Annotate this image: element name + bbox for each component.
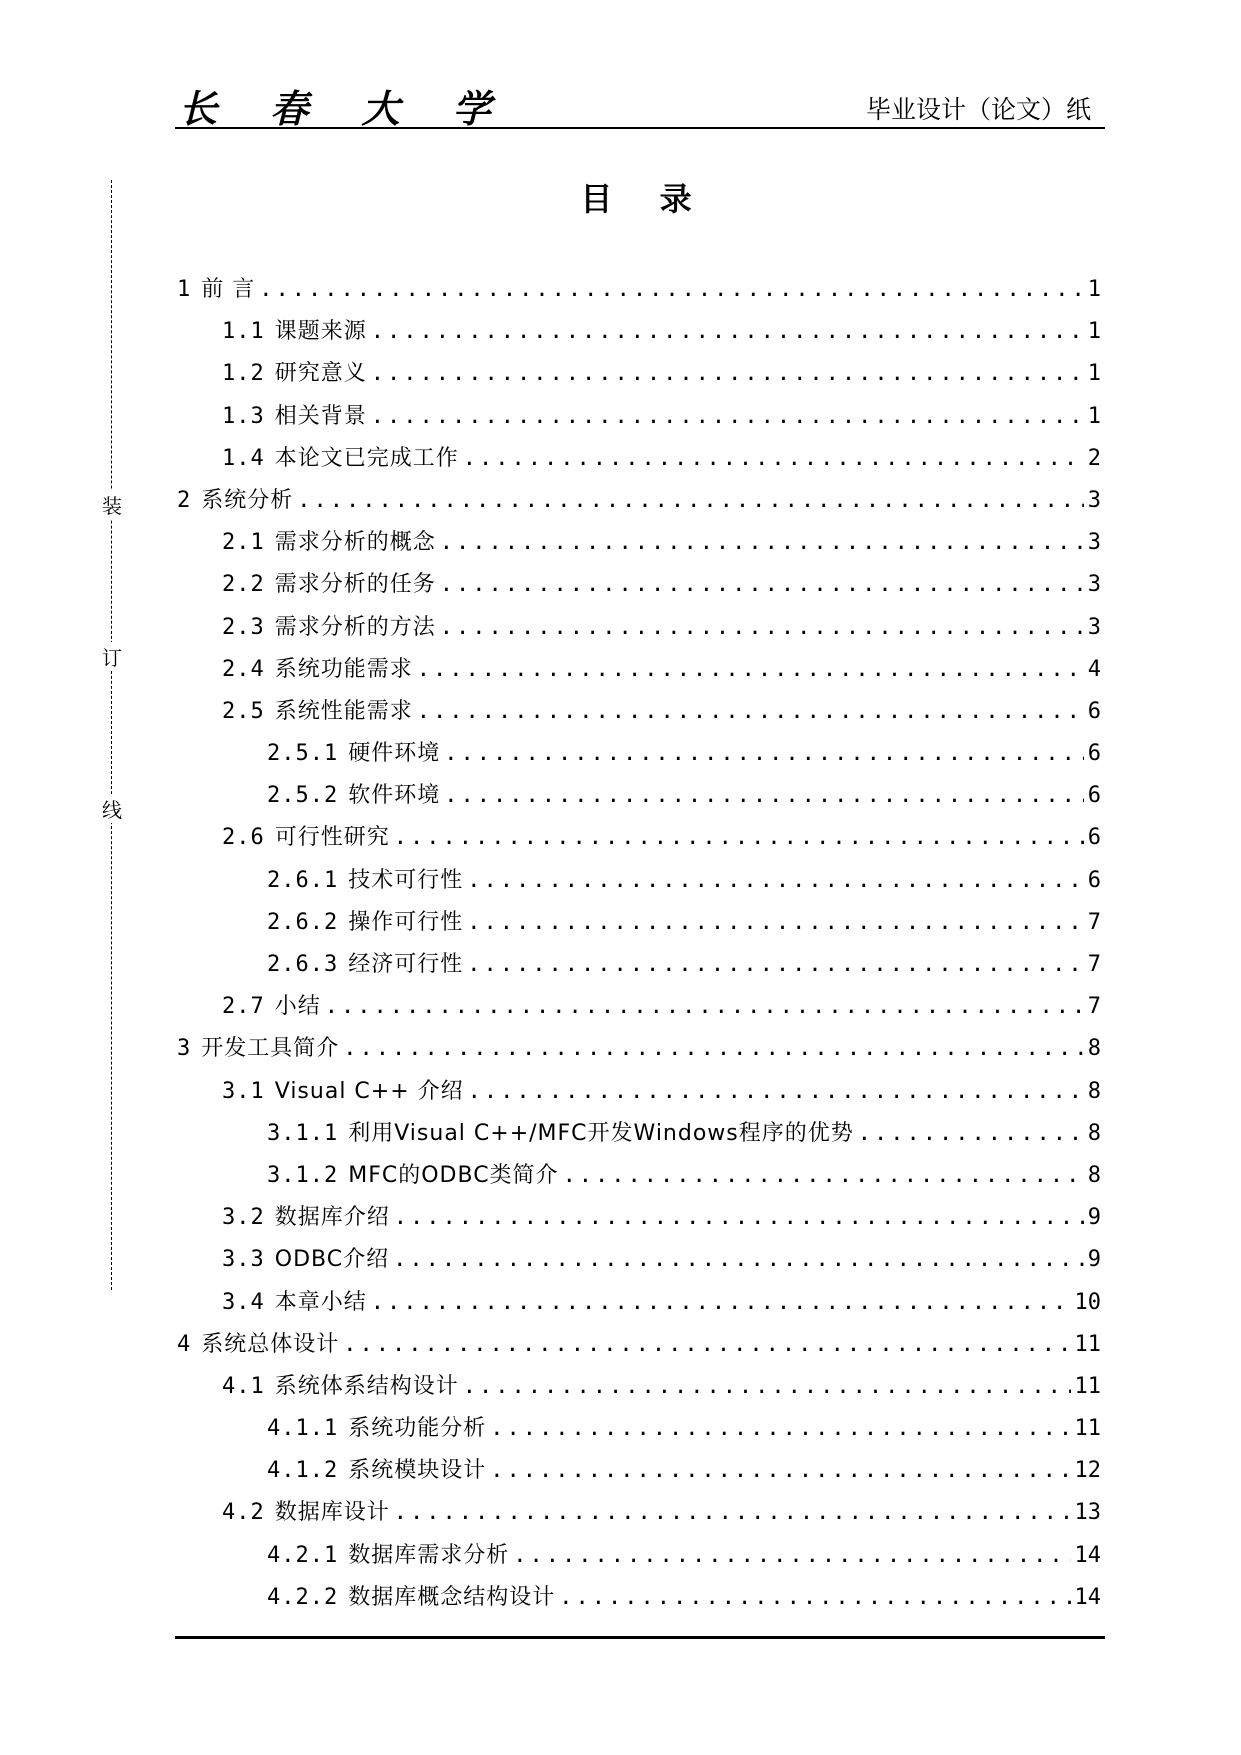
toc-leader-dots xyxy=(259,277,1084,302)
toc-entry[interactable] xyxy=(175,1411,1101,1453)
toc-entry-title: 硬件环境 xyxy=(348,741,441,767)
toc-entry-number: 2.5 xyxy=(222,698,265,724)
toc-leader-dots xyxy=(463,446,1084,471)
toc-entry-number: 3.2 xyxy=(222,1205,265,1231)
toc-leader-dots xyxy=(343,1332,1070,1357)
school-name: 长 春 大 学 xyxy=(179,86,511,131)
toc-entry-number: 2.3 xyxy=(222,614,265,640)
toc-entry[interactable] xyxy=(175,736,1101,778)
binding-margin xyxy=(100,180,124,1290)
header-rule xyxy=(175,127,1105,129)
toc-entry[interactable] xyxy=(175,610,1101,652)
toc-entry-title: 数据库概念结构设计 xyxy=(348,1584,556,1610)
toc-leader-dots xyxy=(467,910,1084,935)
toc-entry-title: 系统功能分析 xyxy=(348,1416,487,1442)
toc-entry[interactable] xyxy=(175,483,1101,525)
toc-entry-title: 前 言 xyxy=(201,277,256,302)
toc-entry-number: 4.1 xyxy=(222,1373,265,1399)
toc-entry-number: 1.3 xyxy=(222,403,265,429)
toc-entry-page: 8 xyxy=(1087,1078,1101,1104)
toc-entry[interactable] xyxy=(175,820,1101,862)
toc-entry-page: 6 xyxy=(1087,741,1101,767)
toc-entry-page: 9 xyxy=(1087,1205,1101,1231)
toc-entry-number: 2.2 xyxy=(222,572,265,598)
toc-entry-number: 3.4 xyxy=(222,1289,265,1315)
toc-entry-number: 3.3 xyxy=(222,1247,265,1273)
toc-entry-number: 3.1 xyxy=(222,1078,265,1104)
toc-leader-dots xyxy=(325,994,1084,1019)
toc-entry[interactable] xyxy=(175,1031,1101,1073)
toc-entry-number: 3.1.2 xyxy=(267,1162,339,1188)
toc-entry[interactable] xyxy=(175,525,1101,567)
toc-entry[interactable] xyxy=(175,652,1101,694)
toc-leader-dots xyxy=(490,1416,1070,1441)
toc-entry[interactable] xyxy=(175,905,1101,947)
toc-leader-dots xyxy=(394,1205,1084,1230)
toc-entry[interactable] xyxy=(175,1369,1101,1411)
toc-leader-dots xyxy=(371,319,1084,344)
binding-char-ding: 订 xyxy=(100,642,124,671)
toc-entry[interactable] xyxy=(175,272,1101,314)
toc-entry-page: 3 xyxy=(1087,614,1101,640)
toc-entry[interactable] xyxy=(175,314,1101,356)
toc-entry-page: 2 xyxy=(1087,445,1101,471)
toc-leader-dots xyxy=(467,952,1084,977)
toc-entry-number: 2.6.3 xyxy=(267,952,339,977)
toc-entry-page: 3 xyxy=(1087,487,1101,513)
toc-entry-page: 1 xyxy=(1087,361,1101,387)
toc-entry[interactable] xyxy=(175,778,1101,820)
footer-rule xyxy=(175,1636,1105,1639)
binding-dashed-line xyxy=(111,180,112,1290)
toc-entry-title: 本章小结 xyxy=(274,1289,367,1315)
toc-entry-title: 系统分析 xyxy=(201,487,294,513)
toc-leader-dots xyxy=(467,868,1084,893)
toc-entry-title: 软件环境 xyxy=(348,783,441,809)
toc-entry-number: 4.2.2 xyxy=(267,1584,339,1610)
toc-leader-dots xyxy=(858,1121,1084,1146)
toc-entry-number: 4.1.2 xyxy=(267,1458,339,1484)
toc-entry-number: 1.2 xyxy=(222,361,265,387)
toc-entry-page: 14 xyxy=(1074,1542,1101,1568)
toc-entry-page: 8 xyxy=(1087,1162,1101,1188)
toc-entry-title: ODBC介绍 xyxy=(274,1247,390,1273)
toc-leader-dots xyxy=(463,1374,1071,1399)
toc-entry-number: 4 xyxy=(177,1331,192,1357)
toc-leader-dots xyxy=(513,1543,1070,1568)
toc-entry-title: 数据库介绍 xyxy=(274,1205,390,1231)
toc-leader-dots xyxy=(468,1079,1084,1104)
toc-entry[interactable] xyxy=(175,1495,1101,1537)
toc-entry-title: 系统总体设计 xyxy=(201,1331,340,1357)
toc-entry[interactable] xyxy=(175,1538,1101,1580)
page-header xyxy=(175,78,1105,131)
toc-entry-number: 3.1.1 xyxy=(267,1120,339,1146)
toc-entry-number: 2.6.2 xyxy=(267,909,339,935)
toc-leader-dots xyxy=(343,1036,1083,1061)
toc-leader-dots xyxy=(563,1163,1084,1188)
toc-entry-page: 14 xyxy=(1074,1584,1101,1610)
toc-entry[interactable] xyxy=(175,1242,1101,1284)
toc-entry-title: 数据库需求分析 xyxy=(348,1542,510,1568)
toc-entry-number: 2.6 xyxy=(222,825,265,851)
toc-entry-page: 10 xyxy=(1074,1289,1101,1315)
toc-entry[interactable] xyxy=(175,863,1101,905)
toc-entry-title: 可行性研究 xyxy=(274,825,390,851)
toc-entry-page: 6 xyxy=(1087,698,1101,724)
toc-entry-title: 需求分析的方法 xyxy=(274,614,436,640)
toc-entry-title: 系统性能需求 xyxy=(274,698,413,724)
toc-entry-number: 4.1.1 xyxy=(267,1416,339,1442)
toc-entry-page: 11 xyxy=(1074,1331,1101,1357)
toc-entry-page: 12 xyxy=(1074,1458,1101,1484)
toc-leader-dots xyxy=(440,615,1084,640)
toc-leader-dots xyxy=(371,361,1084,386)
toc-entry[interactable] xyxy=(175,1327,1101,1369)
toc-entry[interactable] xyxy=(175,1158,1101,1200)
toc-leader-dots xyxy=(417,699,1084,724)
toc-entry-page: 8 xyxy=(1087,1036,1101,1062)
binding-char-xian: 线 xyxy=(100,794,124,823)
toc-entry-number: 4.2.1 xyxy=(267,1542,339,1568)
toc-leader-dots xyxy=(371,1290,1071,1315)
toc-entry-number: 4.2 xyxy=(222,1500,265,1526)
toc-entry-page: 6 xyxy=(1087,825,1101,851)
toc-entry-number: 2.6.1 xyxy=(267,867,339,893)
toc-entry[interactable] xyxy=(175,1200,1101,1242)
toc-entry[interactable] xyxy=(175,1074,1101,1116)
toc-entry-number: 1.1 xyxy=(222,319,265,345)
toc-leader-dots xyxy=(444,741,1084,766)
toc-entry-title: 操作可行性 xyxy=(348,909,464,935)
toc-entry-page: 11 xyxy=(1074,1373,1101,1399)
toc-entry[interactable] xyxy=(175,1453,1101,1495)
toc-entry-number: 3 xyxy=(177,1036,192,1062)
toc-entry[interactable] xyxy=(175,947,1101,989)
toc-entry-title: 系统体系结构设计 xyxy=(274,1373,459,1399)
toc-entry-title: 需求分析的概念 xyxy=(274,530,436,556)
toc-leader-dots xyxy=(297,488,1083,513)
toc-entry-title: 技术可行性 xyxy=(348,867,464,893)
toc-entry-title: 利用Visual C++/MFC开发Windows程序的优势 xyxy=(348,1120,854,1146)
paper-label: 毕业设计（论文）纸 xyxy=(865,95,1091,124)
toc-entry[interactable] xyxy=(175,1116,1101,1158)
toc-entry[interactable] xyxy=(175,694,1101,736)
toc-entry-title: 经济可行性 xyxy=(348,952,464,977)
toc-entry-number: 1 xyxy=(177,277,192,302)
toc-entry-title: 数据库设计 xyxy=(274,1500,390,1526)
toc-entry-page: 7 xyxy=(1087,994,1101,1020)
toc-entry-number: 2.4 xyxy=(222,656,265,682)
toc-entry[interactable] xyxy=(175,1285,1101,1327)
toc-entry-page: 6 xyxy=(1087,867,1101,893)
toc-leader-dots xyxy=(394,825,1084,850)
toc-entry[interactable] xyxy=(175,441,1101,483)
toc-entry-number: 2.5.1 xyxy=(267,741,339,767)
toc-entry-page: 11 xyxy=(1074,1416,1101,1442)
toc-entry-title: 需求分析的任务 xyxy=(274,572,436,598)
toc-entry-title: 研究意义 xyxy=(274,361,367,387)
toc-entry-number: 2.7 xyxy=(222,994,265,1020)
toc-entry-title: 系统模块设计 xyxy=(348,1458,487,1484)
toc-leader-dots xyxy=(393,1247,1084,1272)
toc-leader-dots xyxy=(371,404,1084,429)
toc-entry[interactable] xyxy=(175,1580,1101,1622)
toc-entry-page: 1 xyxy=(1087,319,1101,345)
toc-entry-page: 9 xyxy=(1087,1247,1101,1273)
toc-entry-title: 本论文已完成工作 xyxy=(274,445,459,471)
toc-leader-dots xyxy=(417,657,1084,682)
toc-entry-page: 8 xyxy=(1087,1120,1101,1146)
toc-entry-page: 3 xyxy=(1087,530,1101,556)
toc-entry-page: 1 xyxy=(1087,277,1101,302)
toc-entry-page: 6 xyxy=(1087,783,1101,809)
toc-leader-dots xyxy=(440,572,1084,597)
toc-entry-number: 2.1 xyxy=(222,530,265,556)
toc-leader-dots xyxy=(559,1585,1070,1610)
toc-entry-page: 3 xyxy=(1087,572,1101,598)
toc-entry[interactable] xyxy=(175,399,1101,441)
toc-entry-number: 1.4 xyxy=(222,445,265,471)
toc-leader-dots xyxy=(440,530,1084,555)
toc-entry[interactable] xyxy=(175,567,1101,609)
toc-entry-title: 开发工具简介 xyxy=(201,1036,340,1062)
toc-title: 目 录 xyxy=(580,180,710,218)
toc-entry-title: Visual C++ 介绍 xyxy=(274,1078,464,1104)
toc-entry-title: 系统功能需求 xyxy=(274,656,413,682)
toc-entry-title: 小结 xyxy=(274,994,321,1020)
toc-entry-page: 1 xyxy=(1087,403,1101,429)
toc-leader-dots xyxy=(444,783,1084,808)
binding-char-zhuang: 装 xyxy=(100,490,124,519)
toc-entry-page: 7 xyxy=(1087,952,1101,977)
toc-entry-number: 2 xyxy=(177,487,192,513)
toc-entry-number: 2.5.2 xyxy=(267,783,339,809)
toc-entry[interactable] xyxy=(175,989,1101,1031)
toc-entry-title: 课题来源 xyxy=(274,319,367,345)
toc-leader-dots xyxy=(490,1458,1070,1483)
toc-entry-page: 7 xyxy=(1087,909,1101,935)
toc-list xyxy=(175,272,1101,1622)
toc-entry-page: 13 xyxy=(1074,1500,1101,1526)
toc-entry-title: MFC的ODBC类简介 xyxy=(348,1162,559,1188)
toc-entry-title: 相关背景 xyxy=(274,403,367,429)
toc-entry-page: 4 xyxy=(1087,656,1101,682)
toc-entry[interactable] xyxy=(175,356,1101,398)
toc-leader-dots xyxy=(394,1500,1071,1525)
